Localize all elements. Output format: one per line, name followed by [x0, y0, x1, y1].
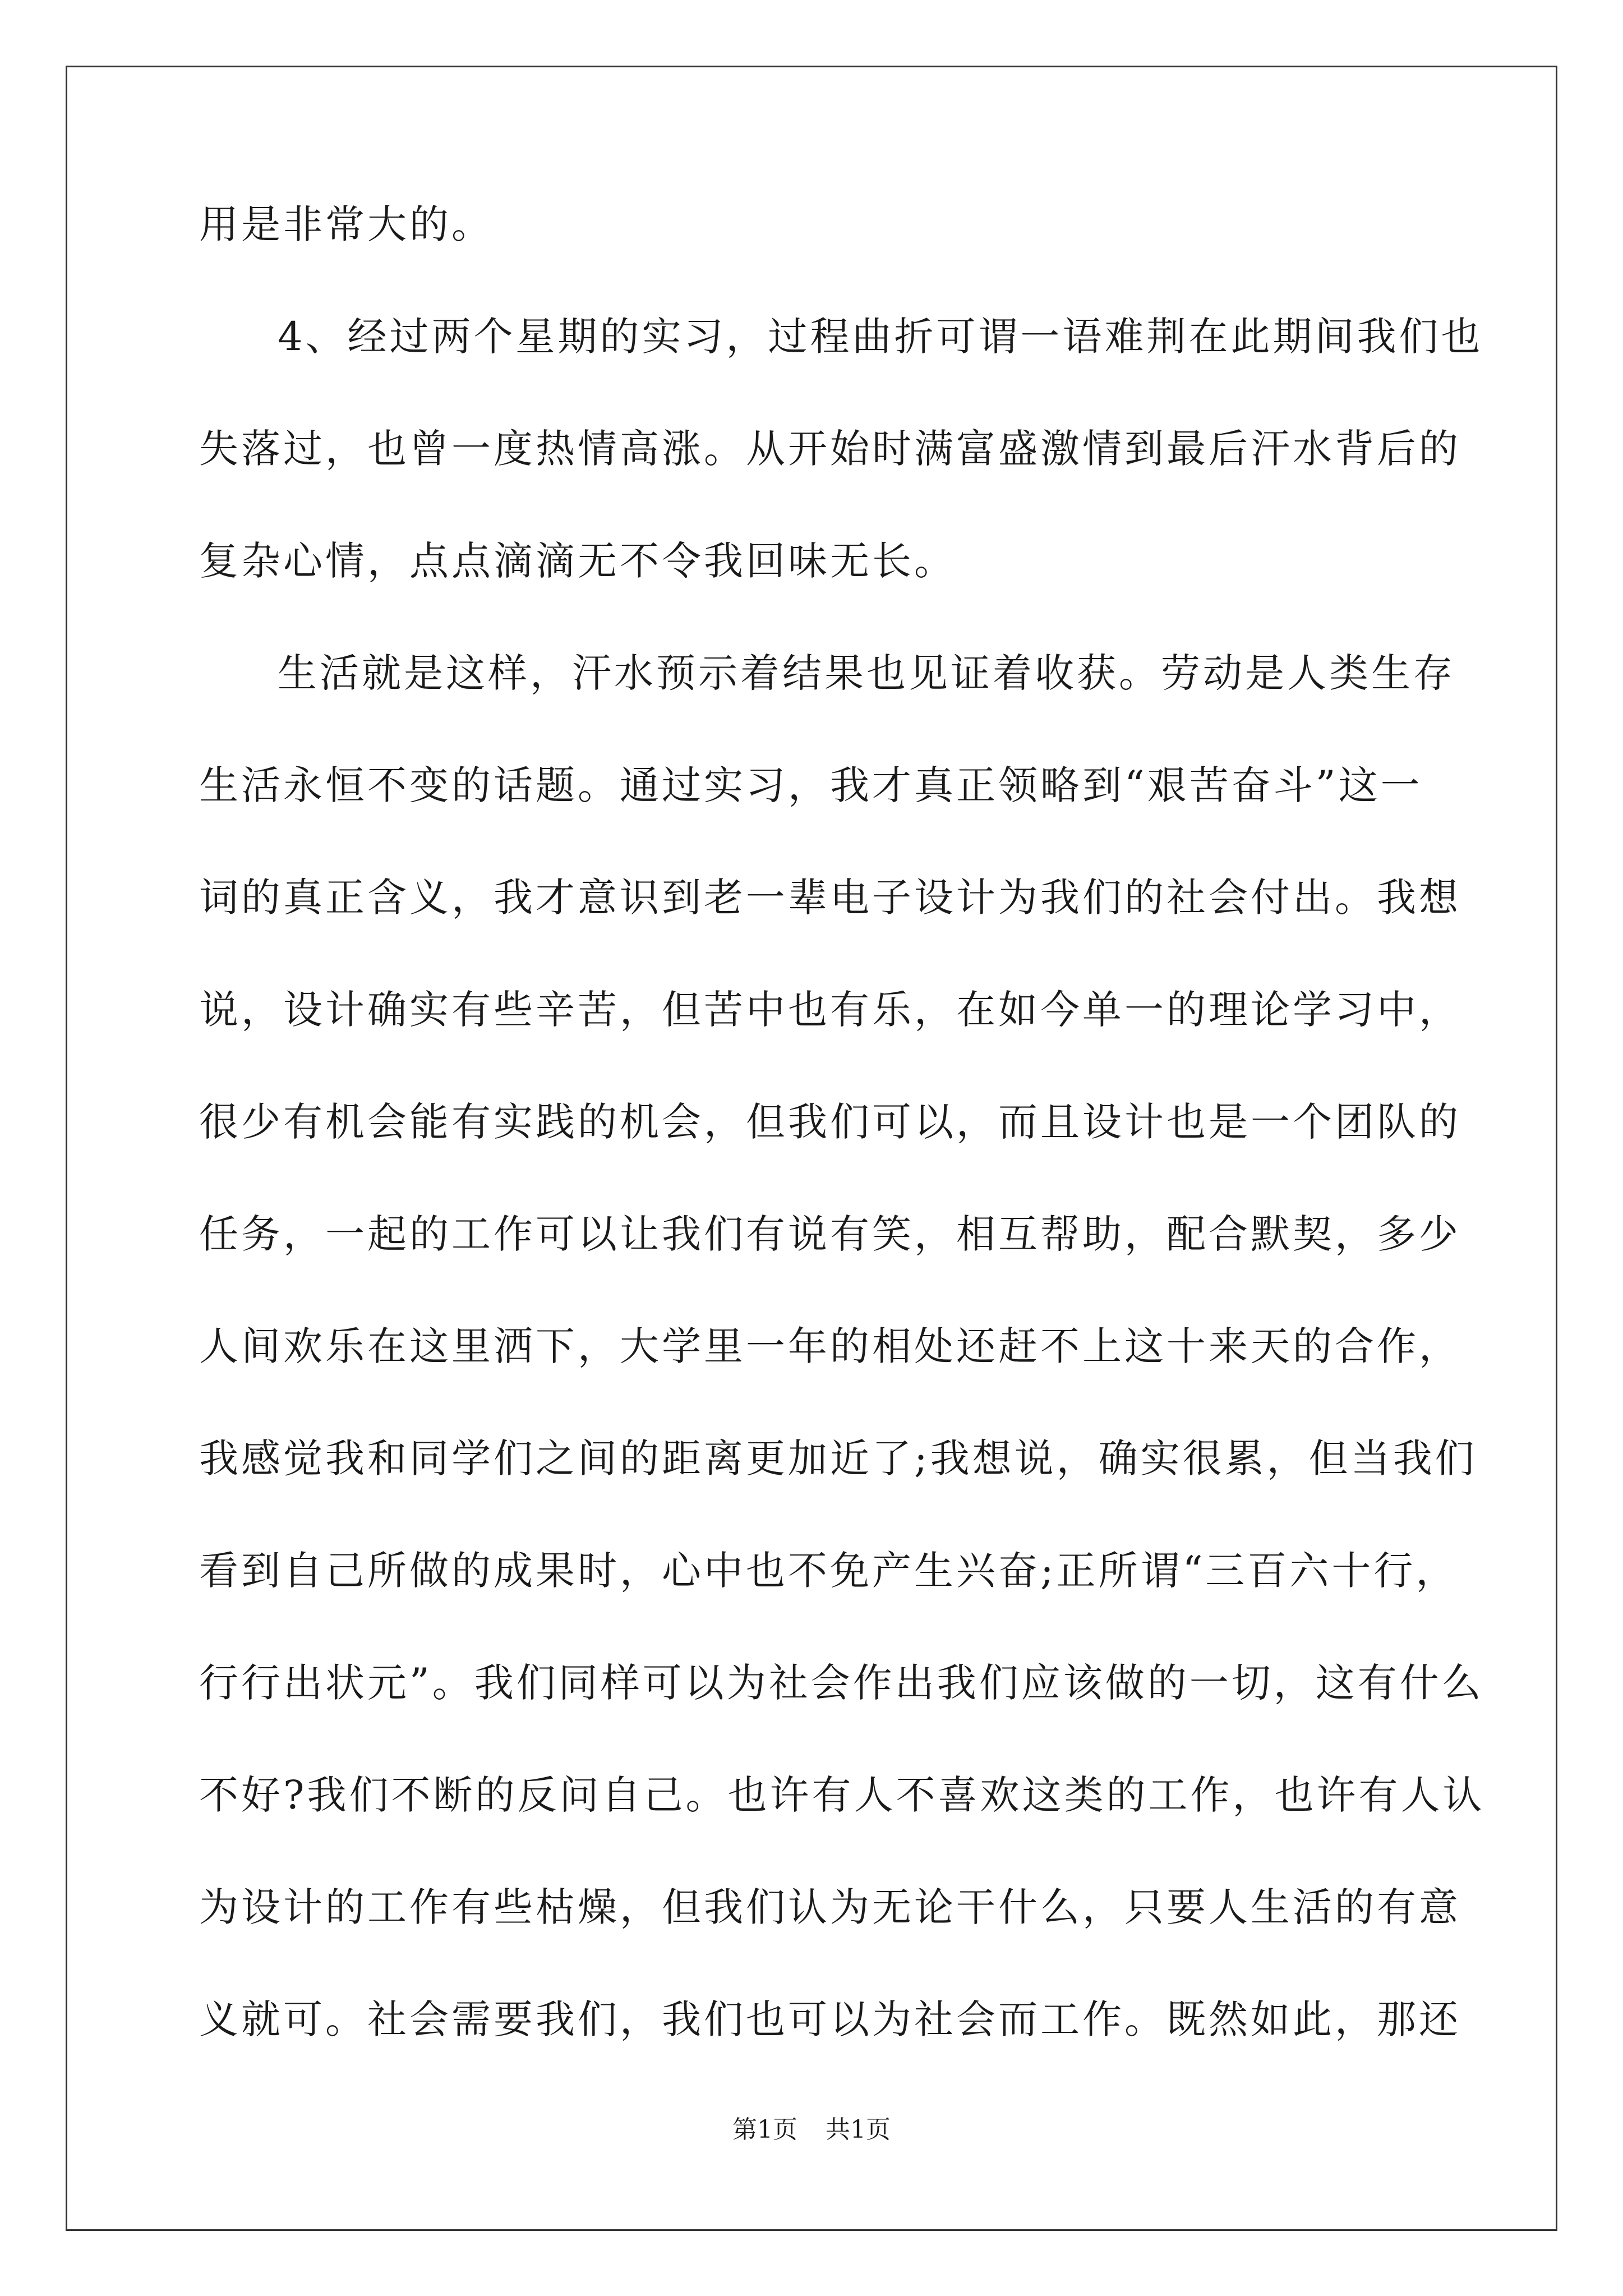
- text-line: 人间欢乐在这里洒下，大学里一年的相处还赶不上这十来天的合作，: [199, 1323, 1461, 1369]
- text-line: 义就可。社会需要我们，我们也可以为社会而工作。既然如此，那还: [199, 1996, 1461, 2042]
- text-line: 看到自己所做的成果时，心中也不免产生兴奋;正所谓“三百六十行，: [199, 1548, 1458, 1594]
- text-line: 任务，一起的工作可以让我们有说有笑，相互帮助，配合默契，多少: [199, 1211, 1461, 1257]
- text-line: 生活就是这样，汗水预示着结果也见证着收获。劳动是人类生存: [278, 650, 1455, 696]
- text-line: 失落过，也曾一度热情高涨。从开始时满富盛激情到最后汗水背后的: [199, 426, 1461, 472]
- page-total: 共1页: [826, 2115, 891, 2144]
- text-line: 复杂心情，点点滴滴无不令我回味无长。: [199, 538, 956, 584]
- text-line: 不好?我们不断的反问自己。也许有人不喜欢这类的工作，也许有人认: [199, 1772, 1485, 1818]
- text-line: 很少有机会能有实践的机会，但我们可以，而且设计也是一个团队的: [199, 1099, 1461, 1145]
- page-footer: [0, 2115, 1623, 2144]
- text-line: 我感觉我和同学们之间的距离更加近了;我想说，确实很累，但当我们: [199, 1435, 1477, 1481]
- text-line: 4、经过两个星期的实习，过程曲折可谓一语难荆在此期间我们也: [278, 314, 1483, 360]
- text-line: 为设计的工作有些枯燥，但我们认为无论干什么，只要人生活的有意: [199, 1884, 1461, 1930]
- text-line: 生活永恒不变的话题。通过实习，我才真正领略到“艰苦奋斗”这一: [199, 762, 1423, 808]
- page-number: 第1页: [732, 2115, 797, 2144]
- text-line: 行行出状元”。我们同样可以为社会作出我们应该做的一切，这有什么: [199, 1660, 1484, 1706]
- text-line: 说，设计确实有些辛苦，但苦中也有乐，在如今单一的理论学习中，: [199, 987, 1461, 1033]
- text-line: 用是非常大的。: [199, 201, 494, 247]
- text-line: 词的真正含义，我才意识到老一辈电子设计为我们的社会付出。我想: [199, 875, 1461, 921]
